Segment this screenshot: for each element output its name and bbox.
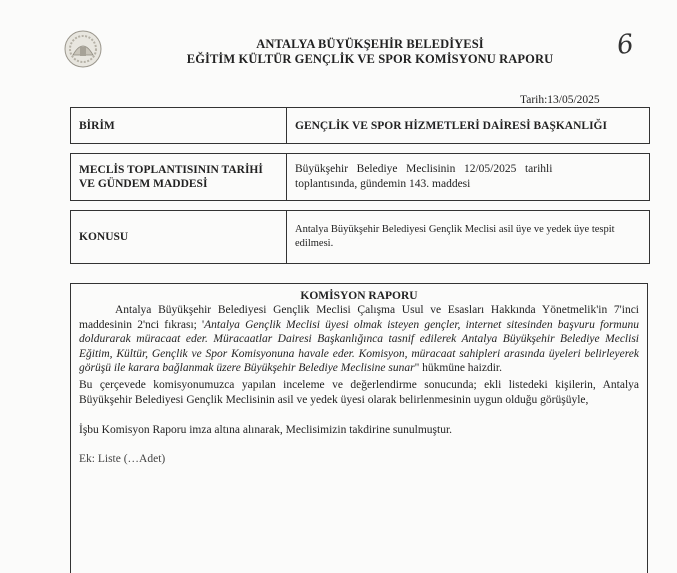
- meclis-label: [71, 154, 287, 200]
- regulation-quote: Antalya Gençlik Meclisi üyesi olmak isteyen gençler, internet sitesinden başvuru formunu doldurarak müracaat eder. Müracaatlar Dairesi Başkanlığınca tasnif edilerek Antalya Büyükşehir Belediye Meclisi Eğitim, Kültür, Gençlik ve Spor Komisyonuna havale eder. Komisyon, müracaat sahipleri arasında üyeleri belirleyerek görüşü ile karara bağlanmak üzere Büyükşehir Belediye Meclisine sunar: [79, 318, 639, 375]
- regulation-end: " hükmüne haizdir.: [414, 362, 502, 375]
- attachment-note: Ek: Liste (…Adet): [79, 452, 166, 465]
- report-date: Tarih:13/05/2025: [520, 94, 600, 106]
- regulation-text: Antalya Büyükşehir Belediyesi Gençlik Meclisi Çalışma Usul ve Esasları Hakkında Yönetmelik'in 7'inci maddesinin 2'nci fıkrası; ': [79, 304, 639, 331]
- meclis-label-line2: VE GÜNDEM MADDESİ: [79, 178, 208, 190]
- meclis-value: [287, 154, 649, 200]
- commission-report-section: [70, 283, 648, 573]
- birim-label: BİRİM: [71, 108, 287, 143]
- birim-row: [70, 107, 650, 144]
- birim-value: GENÇLİK VE SPOR HİZMETLERİ DAİRESİ BAŞKANLIĞI: [295, 119, 607, 132]
- meclis-value-line1: Büyükşehir Belediye Meclisinin 12/05/2025 tarihli: [295, 163, 553, 175]
- report-paragraph-submission: İşbu Komisyon Raporu imza altına alınarak, Meclisimizin takdirine sunulmuştur.: [79, 424, 453, 437]
- header-title: ANTALYA BÜYÜKŞEHİR BELEDİYESİ: [256, 37, 484, 51]
- municipality-emblem-icon: [63, 29, 103, 69]
- report-title: KOMİSYON RAPORU: [300, 290, 418, 302]
- page-number-handwritten: 6: [614, 28, 636, 62]
- konusu-value: Antalya Büyükşehir Belediyesi Gençlik Meclisi asil üye ve yedek üye tespit edilmesi.: [295, 224, 615, 249]
- meclis-value-line2: toplantısında, gündemin 143. maddesi: [295, 178, 471, 190]
- header-subtitle: EĞİTİM KÜLTÜR GENÇLİK VE SPOR KOMİSYONU RAPORU: [186, 52, 554, 66]
- meclis-label-line1: MECLİS TOPLANTISININ TARİHİ: [79, 164, 263, 176]
- report-paragraph-regulation: [79, 303, 639, 376]
- meclis-row: [70, 153, 650, 201]
- konusu-label: KONUSU: [71, 211, 287, 263]
- konusu-row: [70, 210, 650, 264]
- report-paragraph-decision: Bu çerçevede komisyonumuzca yapılan inceleme ve değerlendirme sonucunda; ekli listedeki kişilerin, Antalya Büyükşehir Belediyesi Gençlik Meclisinin asil ve yedek üyesi olarak belirlenmesinin uygun olduğu görüşüyle,: [79, 378, 639, 406]
